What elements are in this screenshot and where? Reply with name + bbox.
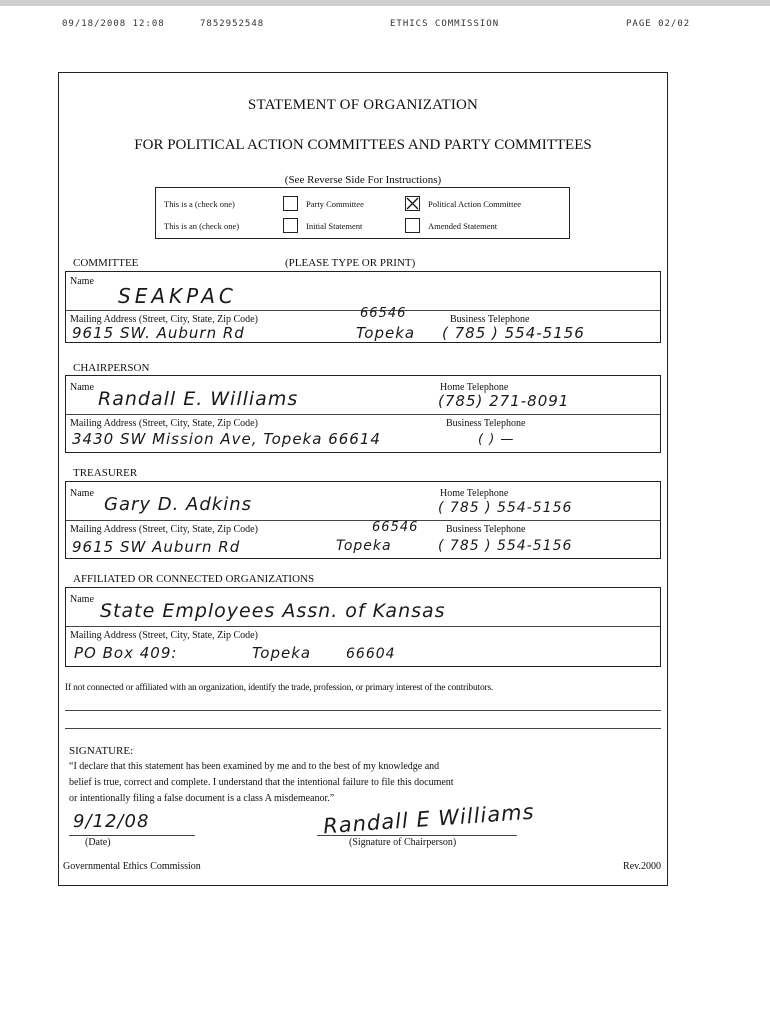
pac-checkbox[interactable]	[405, 196, 420, 211]
committee-address-label: Mailing Address (Street, City, State, Zip Code)	[70, 314, 258, 325]
declaration-line-2: belief is true, correct and complete. I understand that the intentional failure to file this document	[69, 777, 454, 788]
treasurer-home-phone-field[interactable]: ( 785 ) 554-5156	[438, 500, 573, 516]
chairperson-name-field[interactable]: Randall E. Williams	[98, 388, 299, 410]
chairperson-signature[interactable]: Randall E Williams	[322, 799, 536, 839]
chairperson-business-phone-label: Business Telephone	[446, 418, 526, 429]
date-label: (Date)	[85, 837, 111, 848]
affiliated-address-field[interactable]: PO Box 409:	[74, 644, 178, 662]
declaration-line-3: or intentionally filing a false document is a class A misdemeanor.”	[69, 793, 335, 804]
committee-box	[65, 271, 661, 343]
committee-zip-field[interactable]: 66546	[360, 306, 407, 321]
committee-business-phone-field[interactable]: ( 785 ) 554-5156	[442, 324, 585, 342]
pac-label: Political Action Committee	[428, 199, 522, 209]
amended-statement-checkbox[interactable]	[405, 218, 420, 233]
treasurer-address-label: Mailing Address (Street, City, State, Zip Code)	[70, 524, 258, 535]
affiliated-address-label: Mailing Address (Street, City, State, Zip Code)	[70, 630, 258, 641]
party-committee-checkbox[interactable]	[283, 196, 298, 211]
fax-page: PAGE 02/02	[626, 19, 691, 29]
type-or-print-note: (PLEASE TYPE OR PRINT)	[285, 257, 416, 269]
fax-number: 7852952548	[200, 19, 265, 29]
amended-statement-label: Amended Statement	[428, 221, 498, 231]
affiliated-box	[65, 587, 661, 667]
signature-label: (Signature of Chairperson)	[349, 837, 457, 848]
affiliated-zip-field[interactable]: 66604	[346, 646, 396, 662]
fax-sender: ETHICS COMMISSION	[390, 19, 500, 29]
form-title: STATEMENT OF ORGANIZATION	[247, 97, 479, 113]
contributor-interest-line-1[interactable]	[65, 710, 661, 711]
treasurer-name-field[interactable]: Gary D. Adkins	[104, 494, 253, 515]
date-field[interactable]: 9/12/08	[73, 811, 150, 832]
not-connected-note: If not connected or affiliated with an organization, identify the trade, profession, or primary interest of the contributors.	[65, 683, 494, 693]
check-row-1-prompt: This is a (check one)	[164, 199, 235, 209]
treasurer-business-phone-label: Business Telephone	[446, 524, 526, 535]
party-committee-label: Party Committee	[306, 199, 364, 209]
initial-statement-label: Initial Statement	[306, 221, 363, 231]
contributor-interest-line-2[interactable]	[65, 728, 661, 729]
form-instructions: (See Reverse Side For Instructions)	[284, 174, 442, 186]
chairperson-home-phone-label: Home Telephone	[440, 382, 509, 393]
chairperson-name-label: Name	[70, 382, 94, 393]
chairperson-heading: CHAIRPERSON	[73, 362, 150, 374]
committee-heading: COMMITTEE	[73, 257, 139, 269]
treasurer-business-phone-field[interactable]: ( 785 ) 554-5156	[438, 538, 573, 554]
affiliated-name-label: Name	[70, 594, 94, 605]
committee-name-field[interactable]: SEAKPAC	[118, 284, 237, 308]
affiliated-heading: AFFILIATED OR CONNECTED ORGANIZATIONS	[73, 573, 315, 585]
check-row-2-prompt: This is an (check one)	[164, 221, 240, 231]
fax-datetime: 09/18/2008 12:08	[62, 19, 165, 29]
treasurer-address-field[interactable]: 9615 SW Auburn Rd	[72, 538, 241, 556]
chairperson-home-phone-field[interactable]: (785) 271-8091	[438, 392, 570, 410]
committee-name-label: Name	[70, 276, 94, 287]
chairperson-box	[65, 375, 661, 453]
affiliated-city-field[interactable]: Topeka	[252, 644, 312, 662]
form-subtitle: FOR POLITICAL ACTION COMMITTEES AND PARTY COMMITTEES	[134, 137, 592, 153]
treasurer-box	[65, 481, 661, 559]
declaration-line-1: “I declare that this statement has been examined by me and to the best of my knowledge and	[69, 761, 440, 772]
committee-type-grid	[155, 187, 570, 239]
signature-heading: SIGNATURE:	[69, 745, 134, 757]
chairperson-address-field[interactable]: 3430 SW Mission Ave, Topeka 66614	[72, 430, 381, 448]
chairperson-address-label: Mailing Address (Street, City, State, Zip Code)	[70, 418, 258, 429]
statement-form	[58, 72, 668, 886]
committee-city-field[interactable]: Topeka	[356, 324, 416, 342]
treasurer-city-field[interactable]: Topeka	[336, 538, 392, 554]
committee-business-phone-label: Business Telephone	[450, 314, 530, 325]
treasurer-home-phone-label: Home Telephone	[440, 488, 509, 499]
check-mark-icon	[406, 197, 419, 210]
treasurer-name-label: Name	[70, 488, 94, 499]
initial-statement-checkbox[interactable]	[283, 218, 298, 233]
fax-header	[0, 0, 770, 40]
footer-agency: Governmental Ethics Commission	[63, 861, 201, 872]
affiliated-name-field[interactable]: State Employees Assn. of Kansas	[100, 600, 446, 622]
treasurer-zip-field[interactable]: 66546	[372, 520, 419, 535]
chairperson-business-phone-field[interactable]: ( ) —	[478, 432, 515, 447]
footer-revision: Rev.2000	[623, 861, 661, 872]
committee-address-field[interactable]: 9615 SW. Auburn Rd	[72, 324, 245, 342]
treasurer-heading: TREASURER	[73, 467, 138, 479]
